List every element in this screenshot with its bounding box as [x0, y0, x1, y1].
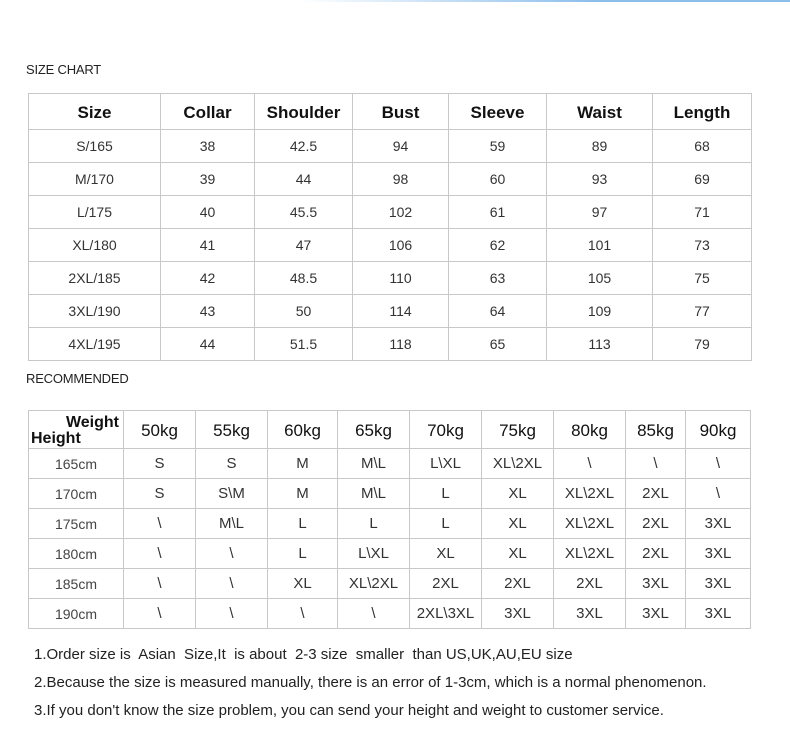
recommended-size-cell: L\XL — [410, 449, 482, 479]
size-chart-cell: 47 — [255, 229, 353, 262]
size-chart-cell: S/165 — [29, 130, 161, 163]
height-cell: 175cm — [29, 509, 124, 539]
recommended-table — [28, 410, 751, 629]
weight-header: 75kg — [482, 411, 554, 449]
recommended-row — [29, 479, 751, 509]
size-chart-cell: 61 — [449, 196, 547, 229]
recommended-size-cell: 2XL — [554, 569, 626, 599]
height-cell: 190cm — [29, 599, 124, 629]
size-chart-cell: 65 — [449, 328, 547, 361]
size-chart-cell: L/175 — [29, 196, 161, 229]
size-chart-cell: 71 — [653, 196, 752, 229]
note-2: 2.Because the size is measured manually, there is an error of 1-3cm, which is a normal phenomenon. — [34, 674, 707, 691]
size-chart-cell: 77 — [653, 295, 752, 328]
size-chart-header: Shoulder — [255, 94, 353, 130]
size-chart-cell: 106 — [353, 229, 449, 262]
recommended-size-cell: M\L — [338, 449, 410, 479]
size-chart-cell: 4XL/195 — [29, 328, 161, 361]
size-chart-cell: 44 — [255, 163, 353, 196]
recommended-size-cell: 2XL — [626, 509, 686, 539]
size-chart-cell: M/170 — [29, 163, 161, 196]
size-chart-header: Size — [29, 94, 161, 130]
weight-header: 85kg — [626, 411, 686, 449]
recommended-size-cell: \ — [338, 599, 410, 629]
size-chart-cell: 105 — [547, 262, 653, 295]
recommended-size-cell: L — [410, 479, 482, 509]
recommended-size-cell: XL\2XL — [554, 479, 626, 509]
size-chart-cell: 118 — [353, 328, 449, 361]
recommended-size-cell: \ — [554, 449, 626, 479]
recommended-size-cell: M — [268, 449, 338, 479]
recommended-size-cell: 3XL — [626, 599, 686, 629]
height-cell: 165cm — [29, 449, 124, 479]
recommended-size-cell: L\XL — [338, 539, 410, 569]
recommended-size-cell: \ — [196, 539, 268, 569]
recommended-size-cell: \ — [196, 599, 268, 629]
recommended-size-cell: 2XL — [626, 539, 686, 569]
recommended-size-cell: XL — [268, 569, 338, 599]
size-chart-cell: 62 — [449, 229, 547, 262]
size-chart-cell: 63 — [449, 262, 547, 295]
recommended-size-cell: \ — [196, 569, 268, 599]
recommended-size-cell: S\M — [196, 479, 268, 509]
recommended-size-cell: 2XL\3XL — [410, 599, 482, 629]
recommended-size-cell: \ — [686, 479, 751, 509]
size-chart-header: Sleeve — [449, 94, 547, 130]
size-chart-cell: 94 — [353, 130, 449, 163]
recommended-size-cell: M\L — [338, 479, 410, 509]
size-chart-header: Length — [653, 94, 752, 130]
size-chart-cell: 68 — [653, 130, 752, 163]
recommended-row — [29, 539, 751, 569]
height-cell: 185cm — [29, 569, 124, 599]
recommended-size-cell: 2XL — [482, 569, 554, 599]
weight-header: 80kg — [554, 411, 626, 449]
size-chart-cell: 39 — [161, 163, 255, 196]
size-chart-cell: 109 — [547, 295, 653, 328]
recommended-size-cell: \ — [124, 539, 196, 569]
weight-header: 65kg — [338, 411, 410, 449]
size-chart-cell: 59 — [449, 130, 547, 163]
size-chart-row — [29, 328, 752, 361]
size-chart-header: Waist — [547, 94, 653, 130]
recommended-size-cell: L — [268, 539, 338, 569]
recommended-size-cell: XL\2XL — [338, 569, 410, 599]
recommended-row — [29, 599, 751, 629]
size-chart-cell: 40 — [161, 196, 255, 229]
size-chart-cell: 38 — [161, 130, 255, 163]
size-chart-cell: 41 — [161, 229, 255, 262]
height-cell: 180cm — [29, 539, 124, 569]
weight-header: 70kg — [410, 411, 482, 449]
size-chart-cell: 42.5 — [255, 130, 353, 163]
recommended-header-row — [29, 411, 751, 449]
recommended-row — [29, 569, 751, 599]
recommended-size-cell: \ — [124, 599, 196, 629]
recommended-size-cell: XL\2XL — [554, 509, 626, 539]
size-chart-cell: 97 — [547, 196, 653, 229]
height-cell: 170cm — [29, 479, 124, 509]
size-chart-cell: 48.5 — [255, 262, 353, 295]
size-chart-cell: 101 — [547, 229, 653, 262]
recommended-size-cell: 3XL — [686, 599, 751, 629]
size-chart-cell: 3XL/190 — [29, 295, 161, 328]
recommended-title: RECOMMENDED — [26, 371, 129, 386]
recommended-size-cell: S — [124, 479, 196, 509]
recommended-size-cell: 3XL — [686, 509, 751, 539]
size-chart-table — [28, 93, 752, 361]
recommended-size-cell: S — [124, 449, 196, 479]
recommended-size-cell: 3XL — [686, 539, 751, 569]
recommended-size-cell: 2XL — [626, 479, 686, 509]
size-chart-row — [29, 163, 752, 196]
size-chart-cell: 2XL/185 — [29, 262, 161, 295]
recommended-size-cell: \ — [268, 599, 338, 629]
recommended-size-cell: 3XL — [482, 599, 554, 629]
size-chart-row — [29, 130, 752, 163]
recommended-size-cell: \ — [626, 449, 686, 479]
size-chart-cell: 69 — [653, 163, 752, 196]
weight-header: 55kg — [196, 411, 268, 449]
size-chart-cell: 60 — [449, 163, 547, 196]
size-chart-row — [29, 262, 752, 295]
notes — [34, 645, 707, 729]
size-chart-cell: XL/180 — [29, 229, 161, 262]
weight-axis-label: Weight — [65, 414, 119, 431]
size-chart-cell: 44 — [161, 328, 255, 361]
size-chart-cell: 110 — [353, 262, 449, 295]
recommended-row — [29, 509, 751, 539]
weight-header: 60kg — [268, 411, 338, 449]
recommended-size-cell: 3XL — [626, 569, 686, 599]
size-chart-cell: 50 — [255, 295, 353, 328]
note-3: 3.If you don't know the size problem, you can send your height and weight to customer service. — [34, 702, 664, 719]
size-chart-header-row — [29, 94, 752, 130]
size-chart-cell: 51.5 — [255, 328, 353, 361]
note-1: 1.Order size is Asian Size,It is about 2-3 size smaller than US,UK,AU,EU size — [34, 646, 573, 663]
recommended-size-cell: 3XL — [686, 569, 751, 599]
recommended-size-cell: XL — [482, 539, 554, 569]
recommended-size-cell: XL — [482, 509, 554, 539]
recommended-row — [29, 449, 751, 479]
size-chart-cell: 42 — [161, 262, 255, 295]
size-chart-cell: 73 — [653, 229, 752, 262]
top-accent-line — [300, 0, 790, 2]
recommended-size-cell: M\L — [196, 509, 268, 539]
weight-header: 90kg — [686, 411, 751, 449]
recommended-size-cell: L — [410, 509, 482, 539]
size-chart-cell: 113 — [547, 328, 653, 361]
recommended-size-cell: S — [196, 449, 268, 479]
size-chart-cell: 64 — [449, 295, 547, 328]
recommended-corner-cell — [29, 411, 124, 449]
size-chart-row — [29, 295, 752, 328]
recommended-size-cell: XL — [410, 539, 482, 569]
size-chart-title: SIZE CHART — [26, 62, 102, 77]
recommended-size-cell: L — [338, 509, 410, 539]
recommended-size-cell: M — [268, 479, 338, 509]
size-chart-cell: 75 — [653, 262, 752, 295]
size-chart-cell: 102 — [353, 196, 449, 229]
size-chart-row — [29, 196, 752, 229]
size-chart-cell: 114 — [353, 295, 449, 328]
size-chart-header: Bust — [353, 94, 449, 130]
size-chart-row — [29, 229, 752, 262]
recommended-size-cell: 2XL — [410, 569, 482, 599]
size-chart-cell: 89 — [547, 130, 653, 163]
recommended-size-cell: XL\2XL — [482, 449, 554, 479]
recommended-size-cell: 3XL — [554, 599, 626, 629]
recommended-size-cell: XL — [482, 479, 554, 509]
recommended-size-cell: L — [268, 509, 338, 539]
size-chart-cell: 45.5 — [255, 196, 353, 229]
size-chart-cell: 98 — [353, 163, 449, 196]
weight-header: 50kg — [124, 411, 196, 449]
recommended-size-cell: XL\2XL — [554, 539, 626, 569]
height-axis-label: Height — [31, 430, 81, 447]
recommended-size-cell: \ — [686, 449, 751, 479]
recommended-size-cell: \ — [124, 569, 196, 599]
recommended-size-cell: \ — [124, 509, 196, 539]
size-chart-cell: 43 — [161, 295, 255, 328]
size-chart-cell: 79 — [653, 328, 752, 361]
size-chart-header: Collar — [161, 94, 255, 130]
size-chart-cell: 93 — [547, 163, 653, 196]
